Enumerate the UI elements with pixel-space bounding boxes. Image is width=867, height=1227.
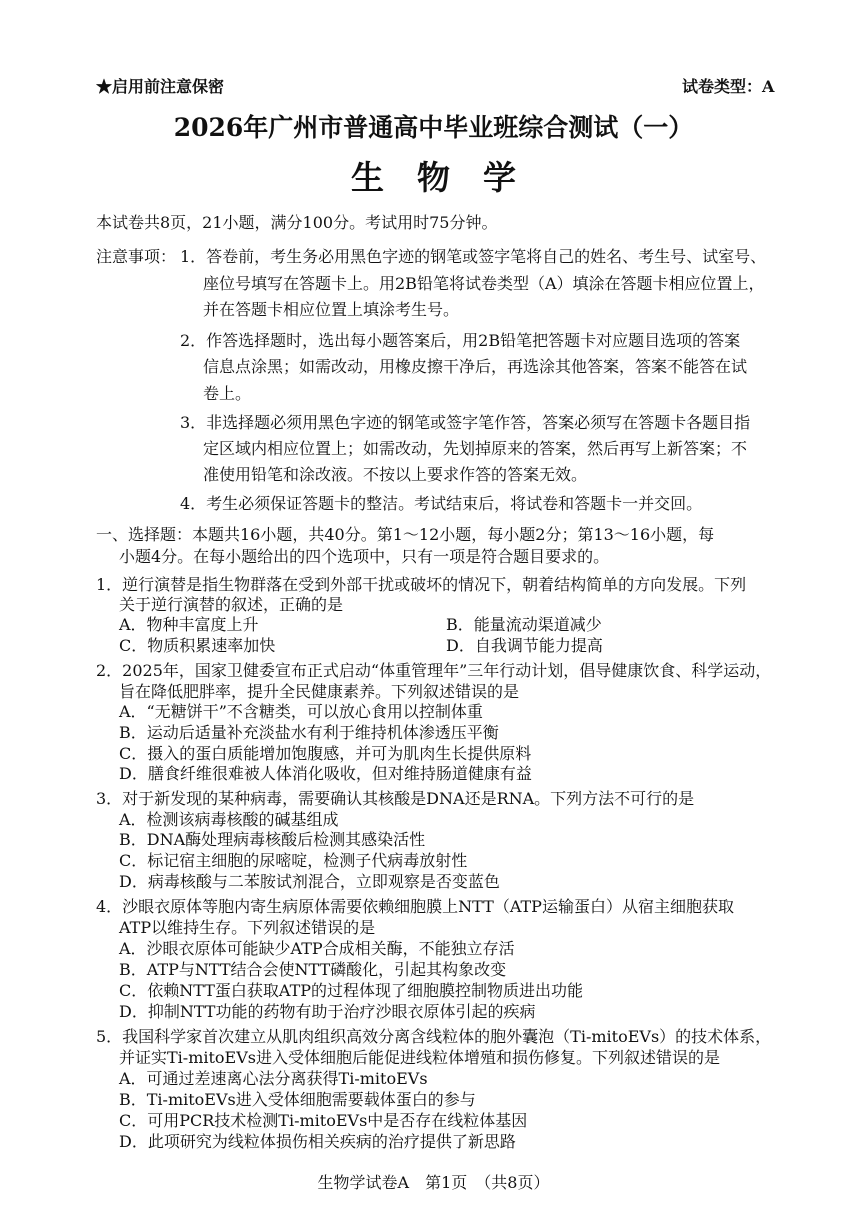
page-footer: 生物学试卷A 第1页 （共8页）	[317, 1173, 550, 1192]
notice-2-line-3: 卷上。	[203, 384, 252, 403]
question-4-option-a: A．沙眼衣原体可能缺少ATP合成相关酶，不能独立存活	[119, 939, 515, 958]
exam-title: 2026年广州市普通高中毕业班综合测试（一）	[173, 113, 694, 142]
question-5-option-c: C．可用PCR技术检测Ti-mitoEVs中是否存在线粒体基因	[119, 1111, 528, 1130]
question-4-option-b: B．ATP与NTT结合会使NTT磷酸化，引起其构象改变	[119, 960, 507, 979]
question-1-option-c: C．物质积累速率加快	[119, 636, 276, 655]
question-1-option-b: B．能量流动渠道减少	[446, 615, 602, 634]
question-5-option-a: A．可通过差速离心法分离获得Ti-mitoEVs	[119, 1069, 428, 1088]
question-1-stem-line-1: 1．逆行演替是指生物群落在受到外部干扰或破坏的情况下，朝着结构简单的方向发展。下列	[96, 575, 747, 594]
question-2-stem-line-1: 2．2025年，国家卫健委宣布正式启动“体重管理年”三年行动计划，倡导健康饮食、科学运动，	[96, 661, 772, 680]
notice-2-line-2: 信息点涂黑；如需改动，用橡皮擦干净后，再选涂其他答案，答案不能答在试	[203, 357, 748, 376]
notice-label: 注意事项：	[96, 247, 177, 266]
question-4-stem-line-1: 4．沙眼衣原体等胞内寄生病原体需要依赖细胞膜上NTT（ATP运输蛋白）从宿主细胞获取	[96, 897, 734, 916]
question-3-option-b: B．DNA酶处理病毒核酸后检测其感染活性	[119, 830, 426, 849]
question-4-stem-line-2: ATP以维持生存。下列叙述错误的是	[119, 918, 376, 937]
notice-2-line-1: 2．作答选择题时，选出每小题答案后，用2B铅笔把答题卡对应题目选项的答案	[180, 331, 741, 350]
question-3-option-d: D．病毒核酸与二苯胺试剂混合，立即观察是否变蓝色	[119, 872, 500, 891]
question-5-option-d: D．此项研究为线粒体损伤相关疾病的治疗提供了新思路	[119, 1132, 516, 1151]
question-1-stem-line-2: 关于逆行演替的叙述，正确的是	[119, 595, 344, 614]
question-4-option-d: D．抑制NTT功能的药物有助于治疗沙眼衣原体引起的疾病	[119, 1002, 536, 1021]
notice-1-line-1: 1．答卷前，考生务必用黑色字迹的钢笔或签字笔将自己的姓名、考生号、试室号、	[180, 247, 767, 266]
section-heading-line-1: 一、选择题：本题共16小题，共40分。第1～12小题，每小题2分；第13～16小题，每	[96, 525, 715, 544]
question-5-stem-line-1: 5．我国科学家首次建立从肌肉组织高效分离含线粒体的胞外囊泡（Ti-mitoEVs）的技术体系，	[96, 1027, 772, 1046]
paper-type: 试卷类型：A	[682, 77, 775, 96]
question-2-option-a: A．“无糖饼干”不含糖类，可以放心食用以控制体重	[119, 702, 483, 721]
question-1-option-d: D．自我调节能力提高	[446, 636, 603, 655]
confidential-mark: ★启用前注意保密	[96, 77, 225, 96]
question-2-option-c: C．摄入的蛋白质能增加饱腹感，并可为肌肉生长提供原料	[119, 744, 532, 763]
question-5-option-b: B．Ti-mitoEVs进入受体细胞需要载体蛋白的参与	[119, 1090, 476, 1109]
notice-4-line-1: 4．考生必须保证答题卡的整洁。考试结束后，将试卷和答题卡一并交回。	[180, 494, 703, 513]
notice-1-line-3: 并在答题卡相应位置上填涂考生号。	[203, 300, 460, 319]
notice-3-line-3: 准使用铅笔和涂改液。不按以上要求作答的答案无效。	[203, 465, 588, 484]
subject-title: 生 物 学	[351, 158, 516, 197]
question-3-option-a: A．检测该病毒核酸的碱基组成	[119, 810, 339, 829]
notice-3-line-1: 3．非选择题必须用黑色字迹的钢笔或签字笔作答，答案必须写在答题卡各题目指	[180, 413, 751, 432]
question-5-stem-line-2: 并证实Ti-mitoEVs进入受体细胞后能促进线粒体增殖和损伤修复。下列叙述错误的是	[119, 1048, 720, 1067]
exam-intro: 本试卷共8页，21小题，满分100分。考试用时75分钟。	[96, 213, 498, 232]
question-2-option-d: D．膳食纤维很难被人体消化吸收，但对维持肠道健康有益	[119, 764, 532, 783]
question-4-option-c: C．依赖NTT蛋白获取ATP的过程体现了细胞膜控制物质进出功能	[119, 981, 584, 1000]
notice-1-line-2: 座位号填写在答题卡上。用2B铅笔将试卷类型（A）填涂在答题卡相应位置上，	[203, 274, 765, 293]
question-1-option-a: A．物种丰富度上升	[119, 615, 259, 634]
question-2-stem-line-2: 旨在降低肥胖率，提升全民健康素养。下列叙述错误的是	[119, 682, 520, 701]
section-heading-line-2: 小题4分。在每小题给出的四个选项中，只有一项是符合题目要求的。	[119, 547, 610, 566]
question-3-stem-line-1: 3．对于新发现的某种病毒，需要确认其核酸是DNA还是RNA。下列方法不可行的是	[96, 789, 695, 808]
notice-3-line-2: 定区域内相应位置上；如需改动，先划掉原来的答案，然后再写上新答案；不	[203, 439, 748, 458]
question-2-option-b: B．运动后适量补充淡盐水有利于维持机体渗透压平衡	[119, 723, 499, 742]
question-3-option-c: C．标记宿主细胞的尿嘧啶，检测子代病毒放射性	[119, 851, 468, 870]
